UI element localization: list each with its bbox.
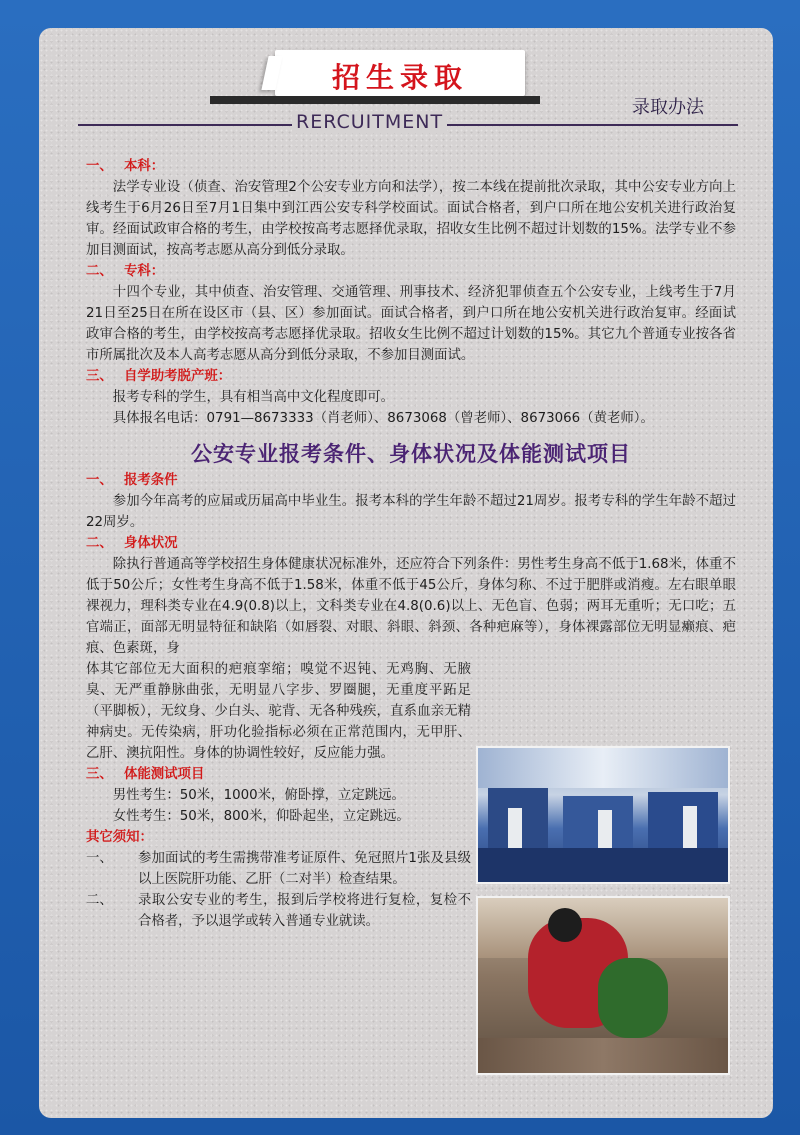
admission-undergrad xyxy=(86,156,736,261)
fitness-female: 女性考生：50米，800米，仰卧起坐，立定跳远。 xyxy=(112,809,410,824)
item-paragraph: 除执行普通高等学校招生身体健康状况标准外，还应符合下列条件：男性考生身高不低于1.68米，体重不低于50公斤；女性考生身高不低于1.58米，体重不低于45公斤，身体匀称、不过于肥胖或消瘦。左右眼单眼裸视力，理科类专业在4.9(0.8)以上，文科类专业在4.8(0.6)以上、无色盲、色弱；两耳无重听；无口吃；五官端正，面部无明显特征和缺陷（如唇裂、对眼、斜眼、斜颈、各种疤麻等），身体裸露部位无明显癞痕、疤痕、色素斑，身 xyxy=(86,557,736,656)
notice-item xyxy=(86,848,471,890)
item-heading: 身体状况 xyxy=(124,536,178,551)
item-number: 三、 xyxy=(86,369,113,384)
notice-number: 一、 xyxy=(86,851,113,866)
item-number: 二、 xyxy=(86,536,113,551)
police-fitness xyxy=(86,764,471,827)
item-heading: 专科： xyxy=(124,264,165,279)
police-conditions xyxy=(86,470,736,533)
notice-item xyxy=(86,890,471,932)
header-underline xyxy=(210,96,540,104)
item-number: 一、 xyxy=(86,159,113,174)
section-tag: 录取办法 xyxy=(632,97,704,118)
notice-heading: 其它须知： xyxy=(86,830,153,845)
item-line: 报考专科的学生，具有相当高中文化程度即可。 xyxy=(112,390,394,405)
item-heading: 本科： xyxy=(124,159,165,174)
notice-text: 录取公安专业的考生，报到后学校将进行复检，复检不合格者，予以退学或转入普通专业就读。 xyxy=(138,893,471,929)
notice-number: 二、 xyxy=(86,893,113,908)
classroom-photo xyxy=(476,746,730,884)
item-heading: 体能测试项目 xyxy=(124,767,205,782)
fitness-male: 男性考生：50米，1000米，俯卧撑，立定跳远。 xyxy=(112,788,405,803)
item-paragraph: 十四个专业，其中侦查、治安管理、交通管理、刑事技术、经济犯罪侦查五个公安专业，上线考生于7月21日至25日在所在设区市（县、区）参加面试。面试合格者，到户口所在地公安机关进行政治复审。经面试政审合格的考生，由学校按高考志愿择优录取。招收女生比例不超过计划数的15%。其它九个普通专业按各省市所属批次及本人高考志愿从高分到低分录取，不参加目测面试。 xyxy=(86,285,736,363)
item-paragraph-continued: 体其它部位无大面积的疤痕挛缩；嗅觉不迟钝、无鸡胸、无腋臭、无严重静脉曲张，无明显八字步、罗圈腿，无重度平跖足（平脚板），无纹身、少白头、驼背、无各种残疾，直系血亲无精神病史。无传染病，肝功化验指标必须在正常范围内，无甲肝、乙肝、澳抗阳性。身体的协调性较好，反应能力强。 xyxy=(86,662,471,761)
police-notice xyxy=(86,827,471,932)
contact-phone-line: 具体报名电话：0791—8673333（肖老师）、8673068（曾老师）、8673066（黄老师）。 xyxy=(112,411,654,426)
item-paragraph: 法学专业设（侦查、治安管理2个公安专业方向和法学），按二本线在提前批次录取，其中公安专业方向上线考生于6月26日至7月1日集中到江西公安专科学校面试。面试合格者，到户口所在地公安机关进行政治复审。经面试政审合格的考生，由学校按高考志愿择优录取，招收女生比例不超过计划数的15%。法学专业不参加目测面试，按高考志愿从高分到低分录取。 xyxy=(86,180,736,258)
header-banner xyxy=(275,50,525,96)
header-title: 招生录取 xyxy=(331,61,468,94)
item-number: 二、 xyxy=(86,264,113,279)
item-number: 一、 xyxy=(86,473,113,488)
item-heading: 报考条件 xyxy=(124,473,178,488)
header-subtitle-en: RERCUITMENT xyxy=(292,111,447,133)
notice-text: 参加面试的考生需携带准考证原件、免冠照片1张及县级以上医院肝功能、乙肝（二对半）检查结果。 xyxy=(138,851,471,887)
police-physical xyxy=(86,533,736,764)
item-number: 三、 xyxy=(86,767,113,782)
sparring-photo xyxy=(476,896,730,1075)
item-heading: 自学助考脱产班： xyxy=(124,369,232,384)
item-paragraph: 参加今年高考的应届或历届高中毕业生。报考本科的学生年龄不超过21周岁。报考专科的学生年龄不超过22周岁。 xyxy=(86,494,736,530)
admission-selfstudy xyxy=(86,366,736,429)
police-section-title: 公安专业报考条件、身体状况及体能测试项目 xyxy=(191,441,631,466)
admission-college xyxy=(86,261,736,366)
